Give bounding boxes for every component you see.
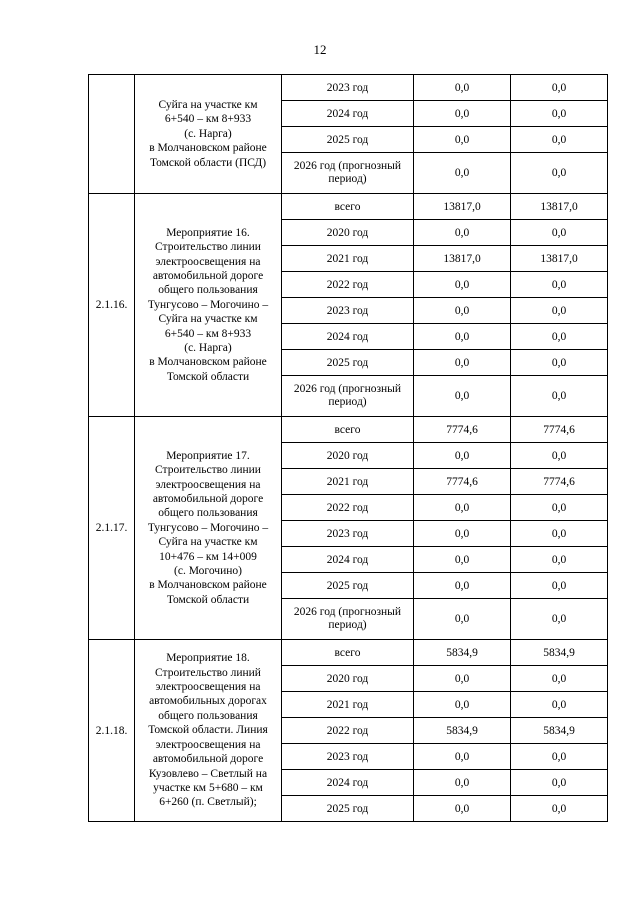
value-cell: 0,0: [511, 272, 608, 298]
period-cell: 2025 год: [282, 796, 414, 822]
value-cell: 0,0: [511, 376, 608, 417]
item-number: 2.1.16.: [89, 194, 135, 417]
period-cell: 2022 год: [282, 272, 414, 298]
value-cell: 0,0: [414, 796, 511, 822]
value-cell: 0,0: [511, 495, 608, 521]
value-cell: 0,0: [511, 75, 608, 101]
period-cell: 2026 год (прогнозный период): [282, 376, 414, 417]
value-cell: 0,0: [414, 692, 511, 718]
value-cell: 0,0: [414, 666, 511, 692]
value-cell: 0,0: [414, 127, 511, 153]
value-cell: 0,0: [414, 101, 511, 127]
period-cell: всего: [282, 417, 414, 443]
value-cell: 0,0: [414, 573, 511, 599]
value-cell: 0,0: [414, 324, 511, 350]
value-cell: 0,0: [511, 666, 608, 692]
value-cell: 0,0: [511, 127, 608, 153]
value-cell: 7774,6: [511, 417, 608, 443]
value-cell: 0,0: [511, 350, 608, 376]
value-cell: 0,0: [511, 692, 608, 718]
item-name: Мероприятие 17. Строительство линии электроосвещения на автомобильной дороге общего пользования Тунгусово – Могочино – Суйга на участке км 10+476 – км 14+009 (с. Могочино) в Молчановском районе Томской области: [135, 417, 282, 640]
period-cell: 2023 год: [282, 744, 414, 770]
period-cell: 2021 год: [282, 692, 414, 718]
period-cell: 2026 год (прогнозный период): [282, 599, 414, 640]
period-cell: всего: [282, 194, 414, 220]
period-cell: 2022 год: [282, 495, 414, 521]
value-cell: 0,0: [414, 153, 511, 194]
period-cell: 2023 год: [282, 298, 414, 324]
period-cell: всего: [282, 640, 414, 666]
period-cell: 2024 год: [282, 101, 414, 127]
value-cell: 0,0: [511, 298, 608, 324]
page-number: 12: [313, 42, 327, 57]
value-cell: 0,0: [511, 324, 608, 350]
value-cell: 5834,9: [414, 640, 511, 666]
period-cell: 2024 год: [282, 547, 414, 573]
value-cell: 0,0: [414, 770, 511, 796]
value-cell: 0,0: [414, 744, 511, 770]
value-cell: 7774,6: [511, 469, 608, 495]
value-cell: 13817,0: [414, 194, 511, 220]
item-number: 2.1.17.: [89, 417, 135, 640]
table-row: [89, 640, 608, 666]
value-cell: 13817,0: [511, 194, 608, 220]
period-cell: 2020 год: [282, 666, 414, 692]
value-cell: 7774,6: [414, 469, 511, 495]
period-cell: 2020 год: [282, 220, 414, 246]
value-cell: 0,0: [414, 599, 511, 640]
value-cell: 0,0: [511, 599, 608, 640]
value-cell: 13817,0: [511, 246, 608, 272]
value-cell: 0,0: [414, 272, 511, 298]
item-number: 2.1.18.: [89, 640, 135, 822]
value-cell: 0,0: [511, 796, 608, 822]
period-cell: 2024 год: [282, 770, 414, 796]
value-cell: 7774,6: [414, 417, 511, 443]
budget-table: [88, 74, 608, 822]
value-cell: 0,0: [511, 744, 608, 770]
table-row: [89, 194, 608, 220]
value-cell: 0,0: [511, 101, 608, 127]
period-cell: 2025 год: [282, 573, 414, 599]
item-name: Мероприятие 18. Строительство линий электроосвещения на автомобильных дорогах общего пользования Томской области. Линия электроосвещения на автомобильной дороге Кузовлево – Светлый на участке км 5+680 – км 6+260 (п. Светлый);: [135, 640, 282, 822]
period-cell: 2023 год: [282, 75, 414, 101]
period-cell: 2023 год: [282, 521, 414, 547]
value-cell: 0,0: [511, 573, 608, 599]
value-cell: 0,0: [414, 75, 511, 101]
value-cell: 0,0: [511, 547, 608, 573]
value-cell: 0,0: [511, 153, 608, 194]
value-cell: 0,0: [414, 495, 511, 521]
value-cell: 0,0: [414, 521, 511, 547]
period-cell: 2025 год: [282, 350, 414, 376]
period-cell: 2025 год: [282, 127, 414, 153]
value-cell: 5834,9: [511, 718, 608, 744]
value-cell: 0,0: [414, 376, 511, 417]
period-cell: 2022 год: [282, 718, 414, 744]
item-name: Суйга на участке км 6+540 – км 8+933 (с. Нарга) в Молчановском районе Томской области (ПСД): [135, 75, 282, 194]
item-name: Мероприятие 16. Строительство линии электроосвещения на автомобильной дороге общего пользования Тунгусово – Могочино – Суйга на участке км 6+540 – км 8+933 (с. Нарга) в Молчановском районе Томской области: [135, 194, 282, 417]
value-cell: 0,0: [511, 220, 608, 246]
value-cell: 13817,0: [414, 246, 511, 272]
period-cell: 2026 год (прогнозный период): [282, 153, 414, 194]
period-cell: 2021 год: [282, 469, 414, 495]
period-cell: 2024 год: [282, 324, 414, 350]
value-cell: 0,0: [511, 521, 608, 547]
value-cell: 5834,9: [414, 718, 511, 744]
budget-table-body: [89, 75, 608, 822]
value-cell: 0,0: [414, 443, 511, 469]
value-cell: 0,0: [414, 350, 511, 376]
value-cell: 0,0: [511, 443, 608, 469]
period-cell: 2020 год: [282, 443, 414, 469]
item-number: [89, 75, 135, 194]
value-cell: 0,0: [414, 220, 511, 246]
value-cell: 5834,9: [511, 640, 608, 666]
period-cell: 2021 год: [282, 246, 414, 272]
value-cell: 0,0: [511, 770, 608, 796]
value-cell: 0,0: [414, 298, 511, 324]
table-row: [89, 417, 608, 443]
table-row: [89, 75, 608, 101]
value-cell: 0,0: [414, 547, 511, 573]
